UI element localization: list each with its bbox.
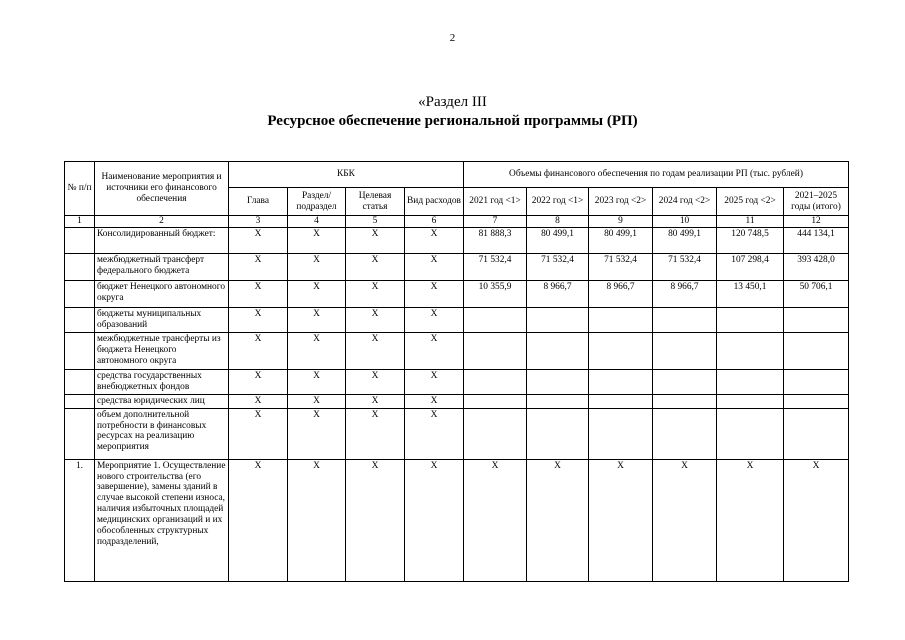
value-cell: 8 966,7 bbox=[653, 281, 717, 308]
row-name: межбюджетные трансферты из бюджета Ненецкого автономного округа bbox=[95, 333, 229, 370]
value-cell: 13 450,1 bbox=[717, 281, 784, 308]
value-cell: X bbox=[784, 459, 849, 581]
kbk-cell: X bbox=[405, 395, 464, 409]
value-cell bbox=[784, 308, 849, 333]
kbk-cell: X bbox=[288, 308, 346, 333]
table-row bbox=[65, 459, 849, 581]
value-cell bbox=[717, 370, 784, 395]
value-cell: 80 499,1 bbox=[527, 228, 589, 254]
header-kbk-col: Целевая статья bbox=[346, 188, 405, 216]
column-number-row bbox=[65, 216, 849, 228]
value-cell bbox=[527, 395, 589, 409]
kbk-cell: X bbox=[288, 281, 346, 308]
kbk-cell: X bbox=[229, 308, 288, 333]
table-row bbox=[65, 254, 849, 281]
value-cell bbox=[784, 370, 849, 395]
header-kbk-col: Глава bbox=[229, 188, 288, 216]
value-cell bbox=[589, 370, 653, 395]
row-number bbox=[65, 308, 95, 333]
value-cell bbox=[589, 333, 653, 370]
header-year-col: 2021–2025 годы (итого) bbox=[784, 188, 849, 216]
value-cell bbox=[589, 308, 653, 333]
table-row bbox=[65, 281, 849, 308]
value-cell bbox=[464, 408, 527, 459]
kbk-cell: X bbox=[229, 281, 288, 308]
kbk-cell: X bbox=[229, 408, 288, 459]
column-number: 7 bbox=[464, 216, 527, 228]
value-cell bbox=[464, 308, 527, 333]
section-label: «Раздел III bbox=[418, 94, 487, 110]
row-number bbox=[65, 228, 95, 254]
column-number: 8 bbox=[527, 216, 589, 228]
kbk-cell: X bbox=[229, 459, 288, 581]
column-number: 11 bbox=[717, 216, 784, 228]
kbk-cell: X bbox=[288, 395, 346, 409]
table-row bbox=[65, 308, 849, 333]
row-name: средства государственных внебюджетных фондов bbox=[95, 370, 229, 395]
kbk-cell: X bbox=[346, 459, 405, 581]
value-cell bbox=[464, 333, 527, 370]
table-row bbox=[65, 228, 849, 254]
value-cell: 393 428,0 bbox=[784, 254, 849, 281]
value-cell bbox=[653, 333, 717, 370]
header-kbk-col: Вид расходов bbox=[405, 188, 464, 216]
column-number: 6 bbox=[405, 216, 464, 228]
kbk-cell: X bbox=[288, 408, 346, 459]
value-cell: 107 298,4 bbox=[717, 254, 784, 281]
header-year-col: 2021 год <1> bbox=[464, 188, 527, 216]
header-year-col: 2024 год <2> bbox=[653, 188, 717, 216]
value-cell: 8 966,7 bbox=[527, 281, 589, 308]
value-cell bbox=[717, 333, 784, 370]
value-cell bbox=[653, 308, 717, 333]
table-body bbox=[65, 162, 849, 582]
value-cell: X bbox=[464, 459, 527, 581]
value-cell: 8 966,7 bbox=[589, 281, 653, 308]
value-cell bbox=[784, 395, 849, 409]
kbk-cell: X bbox=[346, 395, 405, 409]
column-number: 2 bbox=[95, 216, 229, 228]
value-cell: X bbox=[589, 459, 653, 581]
header-kbk-col: Раздел/ подраздел bbox=[288, 188, 346, 216]
value-cell: 71 532,4 bbox=[527, 254, 589, 281]
value-cell bbox=[589, 408, 653, 459]
kbk-cell: X bbox=[346, 408, 405, 459]
row-name: объем дополнительной потребности в финансовых ресурсах на реализацию мероприятия bbox=[95, 408, 229, 459]
value-cell bbox=[527, 333, 589, 370]
header-volumes: Объемы финансового обеспечения по годам реализации РП (тыс. рублей) bbox=[464, 162, 849, 188]
value-cell bbox=[717, 395, 784, 409]
header-year-col: 2025 год <2> bbox=[717, 188, 784, 216]
value-cell bbox=[653, 408, 717, 459]
value-cell: 50 706,1 bbox=[784, 281, 849, 308]
column-number: 5 bbox=[346, 216, 405, 228]
table-row bbox=[65, 333, 849, 370]
value-cell: X bbox=[527, 459, 589, 581]
row-name: межбюджетный трансферт федерального бюджета bbox=[95, 254, 229, 281]
value-cell: 71 532,4 bbox=[464, 254, 527, 281]
kbk-cell: X bbox=[405, 370, 464, 395]
value-cell: 81 888,3 bbox=[464, 228, 527, 254]
table-row bbox=[65, 395, 849, 409]
value-cell bbox=[527, 408, 589, 459]
kbk-cell: X bbox=[405, 254, 464, 281]
row-name: бюджет Ненецкого автономного округа bbox=[95, 281, 229, 308]
kbk-cell: X bbox=[229, 395, 288, 409]
kbk-cell: X bbox=[405, 408, 464, 459]
value-cell: 71 532,4 bbox=[589, 254, 653, 281]
resource-table bbox=[64, 161, 849, 582]
kbk-cell: X bbox=[288, 228, 346, 254]
header-year-col: 2022 год <1> bbox=[527, 188, 589, 216]
kbk-cell: X bbox=[288, 333, 346, 370]
row-name: Мероприятие 1. Осуществление нового строительства (его завершение), замены зданий в случае высокой степени износа, наличия избыточных площадей медицинских организаций и их обособленных структурных подразделений, bbox=[95, 459, 229, 581]
header-row-1 bbox=[65, 162, 849, 188]
value-cell bbox=[527, 308, 589, 333]
value-cell: X bbox=[717, 459, 784, 581]
value-cell: 80 499,1 bbox=[589, 228, 653, 254]
column-number: 12 bbox=[784, 216, 849, 228]
kbk-cell: X bbox=[288, 254, 346, 281]
column-number: 10 bbox=[653, 216, 717, 228]
value-cell bbox=[653, 370, 717, 395]
kbk-cell: X bbox=[405, 308, 464, 333]
kbk-cell: X bbox=[229, 228, 288, 254]
kbk-cell: X bbox=[346, 254, 405, 281]
kbk-cell: X bbox=[229, 370, 288, 395]
row-name: бюджеты муниципальных образований bbox=[95, 308, 229, 333]
column-number: 3 bbox=[229, 216, 288, 228]
value-cell: 10 355,9 bbox=[464, 281, 527, 308]
row-name: Консолидированный бюджет: bbox=[95, 228, 229, 254]
header-name: Наименование мероприятия и источники его финансового обеспечения bbox=[95, 162, 229, 216]
value-cell: 80 499,1 bbox=[653, 228, 717, 254]
value-cell bbox=[653, 395, 717, 409]
row-name: средства юридических лиц bbox=[95, 395, 229, 409]
kbk-cell: X bbox=[229, 333, 288, 370]
row-number: 1. bbox=[65, 459, 95, 581]
row-number bbox=[65, 281, 95, 308]
value-cell: 444 134,1 bbox=[784, 228, 849, 254]
page-number: 2 bbox=[449, 32, 456, 44]
column-number: 9 bbox=[589, 216, 653, 228]
section-title: Ресурсное обеспечение региональной программы (РП) bbox=[267, 113, 638, 129]
header-num: № п/п bbox=[65, 162, 95, 216]
kbk-cell: X bbox=[405, 228, 464, 254]
kbk-cell: X bbox=[346, 308, 405, 333]
value-cell bbox=[464, 395, 527, 409]
row-number bbox=[65, 408, 95, 459]
value-cell bbox=[589, 395, 653, 409]
kbk-cell: X bbox=[405, 281, 464, 308]
header-year-col: 2023 год <2> bbox=[589, 188, 653, 216]
kbk-cell: X bbox=[346, 281, 405, 308]
kbk-cell: X bbox=[346, 370, 405, 395]
value-cell bbox=[784, 333, 849, 370]
table-row bbox=[65, 408, 849, 459]
value-cell: 120 748,5 bbox=[717, 228, 784, 254]
kbk-cell: X bbox=[346, 228, 405, 254]
kbk-cell: X bbox=[405, 459, 464, 581]
value-cell bbox=[717, 308, 784, 333]
kbk-cell: X bbox=[346, 333, 405, 370]
value-cell bbox=[717, 408, 784, 459]
value-cell bbox=[464, 370, 527, 395]
header-kbk: КБК bbox=[229, 162, 464, 188]
column-number: 1 bbox=[65, 216, 95, 228]
row-number bbox=[65, 395, 95, 409]
kbk-cell: X bbox=[229, 254, 288, 281]
kbk-cell: X bbox=[405, 333, 464, 370]
kbk-cell: X bbox=[288, 459, 346, 581]
column-number: 4 bbox=[288, 216, 346, 228]
value-cell: 71 532,4 bbox=[653, 254, 717, 281]
row-number bbox=[65, 333, 95, 370]
row-number bbox=[65, 370, 95, 395]
row-number bbox=[65, 254, 95, 281]
value-cell bbox=[784, 408, 849, 459]
value-cell: X bbox=[653, 459, 717, 581]
table-row bbox=[65, 370, 849, 395]
kbk-cell: X bbox=[288, 370, 346, 395]
value-cell bbox=[527, 370, 589, 395]
